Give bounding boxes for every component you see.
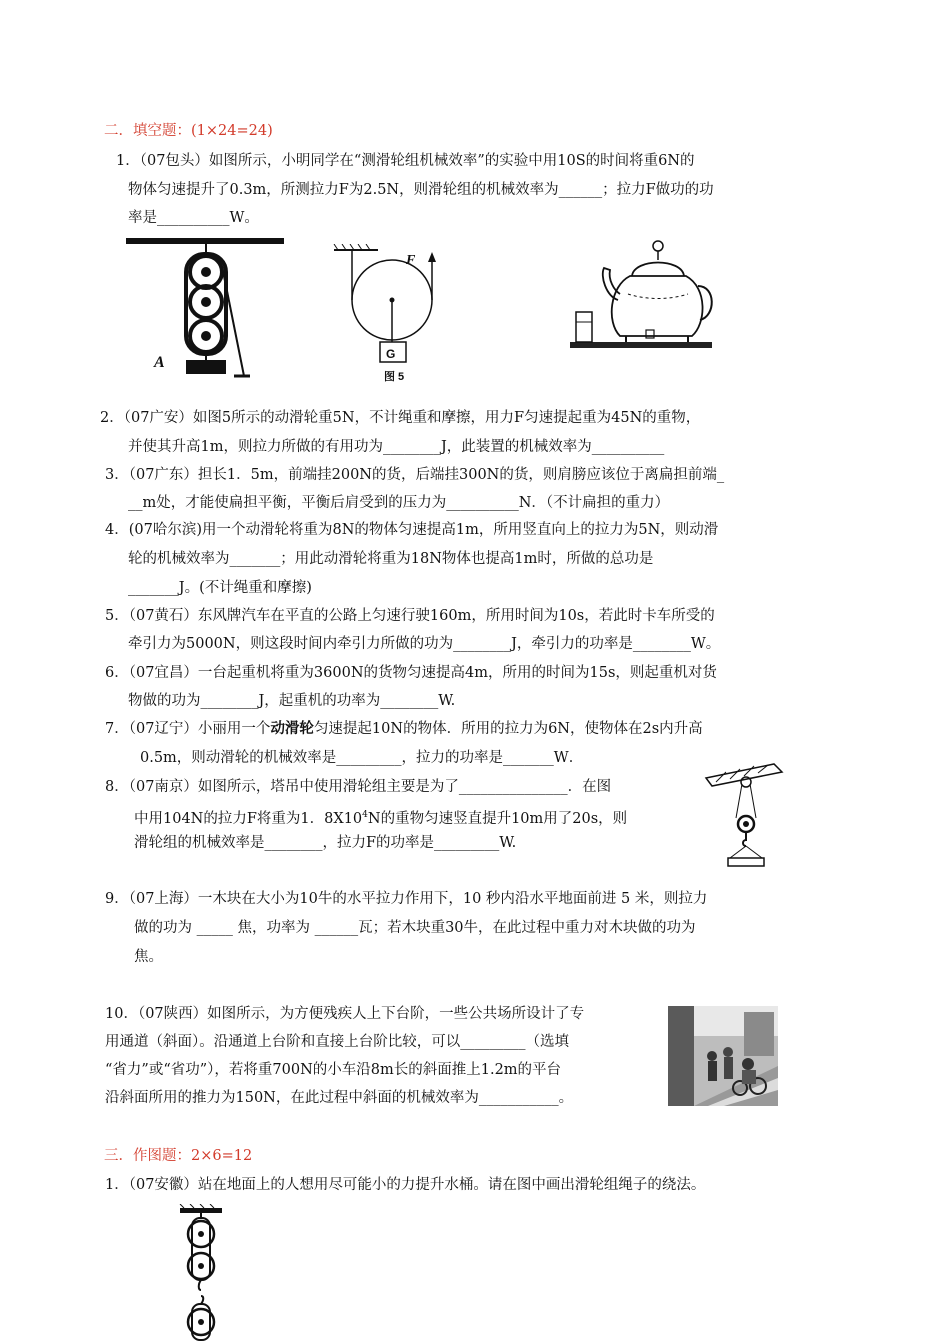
q8-line-2-end: N的重物匀速竖直提升10m用了20s，则 bbox=[367, 810, 628, 827]
q8-exponent: 4 bbox=[362, 810, 368, 820]
q1-line-2: 物体匀速提升了0.3m，所测拉力F为2.5N，则滑轮组的机械效率为______；拉力F做功的功 bbox=[128, 182, 714, 198]
teapot-figure bbox=[566, 236, 716, 354]
q7-line-2: 0.5m，则动滑轮的机械效率是_________，拉力的功率是_______W． bbox=[140, 750, 584, 766]
q7-line-1-end: 匀速提起10N的物体．所用的拉力为6N，使物体在2s内升高 bbox=[313, 721, 703, 737]
q6-line-2: 物做的功为________J，起重机的功率为________W. bbox=[128, 693, 456, 709]
q3-1-line-1: 1．（07安徽）站在地面上的人想用尽可能小的力提升水桶。请在图中画出滑轮组绳子的绕法。 bbox=[105, 1177, 706, 1193]
q8-line-1: 8．（07南京）如图所示，塔吊中使用滑轮组主要是为了_______________．在图 bbox=[105, 779, 612, 795]
pulley-drawing-figure bbox=[170, 1204, 240, 1342]
q8-line-3: 滑轮组的机械效率是________，拉力F的功率是_________W. bbox=[134, 835, 517, 851]
figure-5-caption: 图 5 bbox=[384, 371, 405, 383]
label-G: G bbox=[386, 347, 396, 361]
movable-pulley-figure-5 bbox=[328, 244, 440, 384]
tower-crane-figure bbox=[702, 762, 786, 870]
q9-line-3: 焦。 bbox=[134, 949, 163, 965]
q3-line-1: 3．（07广东）担长1．5m，前端挂200N的货，后端挂300N的货，则肩膀应该位于离扁担前端_ bbox=[105, 467, 725, 483]
q4-line-1: 4．(07哈尔滨)用一个动滑轮将重为8N的物体匀速提高1m，所用竖直向上的拉力为5N，则动滑 bbox=[105, 522, 719, 538]
q8-line-2 bbox=[134, 805, 627, 829]
q5-line-2: 牵引力为5000N，则这段时间内牵引力所做的功为________J，牵引力的功率是________W。 bbox=[128, 636, 721, 652]
q4-line-2: 轮的机械效率为_______；用此动滑轮将重为18N物体也提高1m时，所做的总功是 bbox=[128, 551, 654, 567]
q8-line-2-start: 中用104N的拉力F将重为1．8X10 bbox=[134, 810, 363, 827]
section-3-heading: 三．作图题：2×6=12 bbox=[104, 1148, 253, 1164]
q6-line-1: 6．（07宜昌）一台起重机将重为3600N的货物匀速提高4m，所用的时间为15s，则起重机对货 bbox=[105, 665, 717, 681]
q10-line-3: “省力”或“省功”），若将重700N的小车沿8m长的斜面推上1.2m的平台 bbox=[105, 1062, 562, 1078]
q1-line-3: 率是__________W。 bbox=[128, 210, 259, 226]
q1-line-1: 1．（07包头）如图所示，小明同学在“测滑轮组机械效率”的实验中用10S的时间将重6N的 bbox=[116, 153, 695, 169]
q2-line-1: 2．（07广安）如图5所示的动滑轮重5N，不计绳重和摩擦，用力F匀速提起重为45N的重物， bbox=[100, 410, 701, 426]
q5-line-1: 5．（07黄石）东风牌汽车在平直的公路上匀速行驶160m，所用时间为10s，若此时卡车所受的 bbox=[105, 608, 715, 624]
q9-line-2: 做的功为 _____ 焦，功率为 ______瓦；若木块重30牛，在此过程中重力对木块做的功为 bbox=[134, 920, 696, 936]
q9-line-1: 9．（07上海）一木块在大小为10牛的水平拉力作用下，10 秒内沿水平地面前进 5 米，则拉力 bbox=[105, 891, 708, 907]
label-A: A bbox=[154, 354, 165, 371]
q3-line-2: __m处，才能使扁担平衡，平衡后肩受到的压力为__________N．（不计扁担的重力） bbox=[128, 495, 670, 511]
q2-line-2: 并使其升高1m，则拉力所做的有用功为________J，此装置的机械效率为__________ bbox=[128, 439, 665, 455]
pulley-block-figure bbox=[122, 236, 287, 381]
q7-line-1-start: 7．（07辽宁）小丽用一个 bbox=[105, 721, 271, 737]
q4-line-3: _______J。(不计绳重和摩擦) bbox=[128, 580, 312, 596]
q10-line-4: 沿斜面所用的推力为150N，在此过程中斜面的机械效率为___________。 bbox=[105, 1090, 574, 1106]
ramp-photo-figure bbox=[668, 1006, 778, 1106]
label-F: F bbox=[406, 253, 416, 268]
q7-bold-term: 动滑轮 bbox=[270, 720, 314, 737]
section-2-heading: 二．填空题：(1×24=24) bbox=[104, 123, 273, 139]
q10-line-1: 10．（07陕西）如图所示，为方便残疾人上下台阶，一些公共场所设计了专 bbox=[105, 1006, 585, 1022]
q10-line-2: 用通道（斜面）。沿通道上台阶和直接上台阶比较，可以_________（选填 bbox=[105, 1034, 569, 1050]
q7-line-1 bbox=[105, 719, 703, 739]
